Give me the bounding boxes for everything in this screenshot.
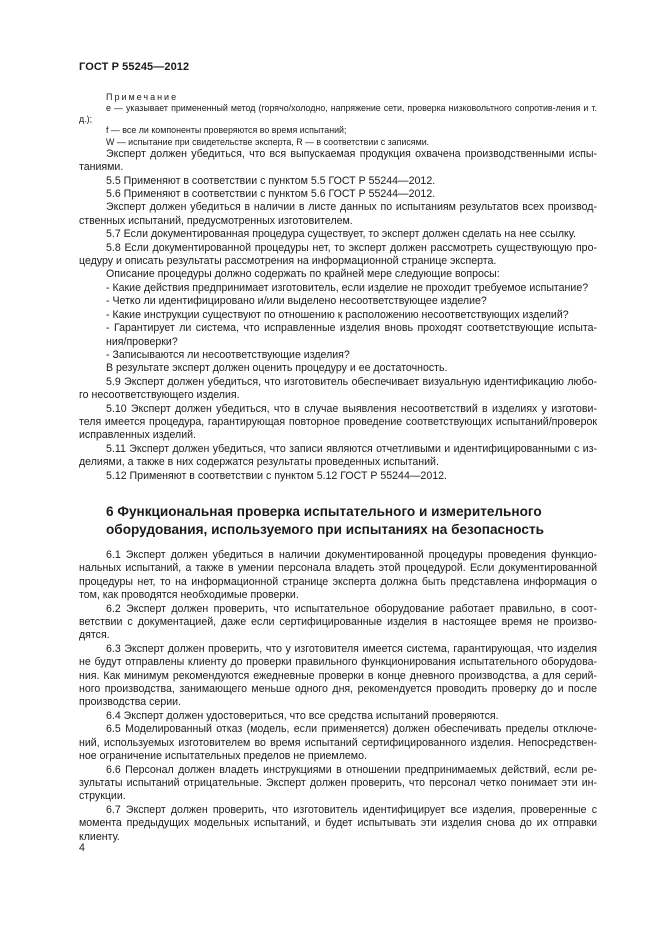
- paragraph: 6.5 Моделированный отказ (модель, если применяется) должен обеспечивать пределы отключе-ний, используемых изготовителем во время испытаний сертифицированного изделия. Непосредствен-ное ограничение испытательных пределов не приемлемо.: [79, 723, 597, 763]
- section6-body: [79, 549, 597, 844]
- question-item: - Какие действия предпринимает изготовитель, если изделие не проходит требуемое испытание?: [79, 282, 597, 295]
- paragraph: 5.11 Эксперт должен убедиться, что записи являются отчетливыми и идентифицированными с из-делиями, а также в них содержатся результаты проведенных испытаний.: [79, 442, 597, 469]
- note-title: Примечание: [106, 92, 179, 102]
- paragraph: 6.7 Эксперт должен проверить, что изготовитель идентифицирует все изделия, проверенные с момента предыдущих модельных испытаний, и будет испытывать эти изделия снова до их отправки клиенту.: [79, 803, 597, 843]
- page-number: 4: [79, 842, 85, 854]
- section5-continued: [79, 92, 597, 483]
- question-item: - Какие инструкции существуют по отношению к расположению несоответствующих изделий?: [79, 309, 597, 322]
- question-item: - Записываются ли несоответствующие изделия?: [79, 349, 597, 362]
- note-line: W — испытание при свидетельстве эксперта, R — в соответствии с записями.: [106, 136, 430, 147]
- paragraph: Эксперт должен убедиться в наличии в листе данных по испытаниям результатов всех производ-ственных испытаний, предусмотренных изготовителем.: [79, 201, 597, 227]
- paragraph: 6.6 Персонал должен владеть инструкциями в отношении предпринимаемых действий, если ре-зультаты испытаний отрицательные. Эксперт должен проверить, что персонал четко понимает эти ин-струкции.: [79, 763, 597, 803]
- paragraph: Эксперт должен убедиться, что вся выпускаемая продукция охвачена производственными испы-таниями.: [79, 147, 597, 174]
- paragraph: 5.10 Эксперт должен убедиться, что в случае выявления несоответствий в изделиях у изготови-теля имеется процедура, гарантирующая повторное проведение соответствующих испытаний/проверок исправленных изделий.: [79, 402, 597, 442]
- question-item: - Гарантирует ли система, что исправленные изделия вновь проходят соответствующие испыта-ния/проверки?: [79, 322, 597, 349]
- paragraph: 5.9 Эксперт должен убедиться, что изготовитель обеспечивает визуальную идентификацию любо-го несоответствующего изделия.: [79, 375, 597, 402]
- paragraph: 5.6 Применяют в соответствии с пунктом 5.6 ГОСТ Р 55244—2012.: [106, 188, 436, 201]
- question-item: - Четко ли идентифицировано и/или выделено несоответствующее изделие?: [79, 295, 597, 308]
- note-line: e — указывает примененный метод (горячо/холодно, напряжение сети, проверка низковольтного сопротив-ления и т. д.);: [79, 103, 597, 125]
- note-line: f — все ли компоненты проверяются во время испытаний;: [106, 125, 347, 136]
- paragraph: 6.3 Эксперт должен проверить, что у изготовителя имеется система, гарантирующая, что изделия не будут отправлены клиенту до проверки правильного функционирования испытательного оборудова-ния. Как минимум рекомендуются ежедневные проверки в конце дневного производства, а для серий-ного производства, занимающего меньше одного дня, рекомендуется проводить проверку до и после производства серии.: [79, 642, 597, 709]
- paragraph: 6.1 Эксперт должен убедиться в наличии документированной процедуры проведения функцио-нальных испытаний, а также в умении персонала владеть этой процедурой. Если документированной процедуры нет, то на информационной странице эксперта должна быть представлена информация о том, как проводятся необходимые проверки.: [79, 549, 597, 602]
- paragraph: 5.12 Применяют в соответствии с пунктом 5.12 ГОСТ Р 55244—2012.: [106, 469, 447, 482]
- paragraph: В результате эксперт должен оценить процедуру и ее достаточность.: [106, 362, 448, 375]
- section6-heading: 6 Функциональная проверка испытательного и измерительного оборудования, используемого при испытаниях на безопасность: [106, 504, 544, 537]
- paragraph: 5.5 Применяют в соответствии с пунктом 5.5 ГОСТ Р 55244—2012.: [106, 174, 436, 187]
- paragraph: 6.4 Эксперт должен удостовериться, что все средства испытаний проверяются.: [106, 709, 499, 722]
- paragraph: 6.2 Эксперт должен проверить, что испытательное оборудование работает правильно, в соот-ветствии с документацией, даже если сертифицированные изделия в настоящее время не произво-дятся.: [79, 602, 597, 642]
- paragraph: 5.7 Если документированная процедура существует, то эксперт должен сделать на нее ссылку.: [106, 228, 576, 241]
- document-header: ГОСТ Р 55245—2012: [79, 61, 190, 73]
- paragraph: Описание процедуры должно содержать по крайней мере следующие вопросы:: [106, 268, 500, 281]
- paragraph: 5.8 Если документированной процедуры нет, то эксперт должен рассмотреть существующую про-цедуру и описать результаты рассмотрения на информационной странице эксперта.: [79, 241, 597, 268]
